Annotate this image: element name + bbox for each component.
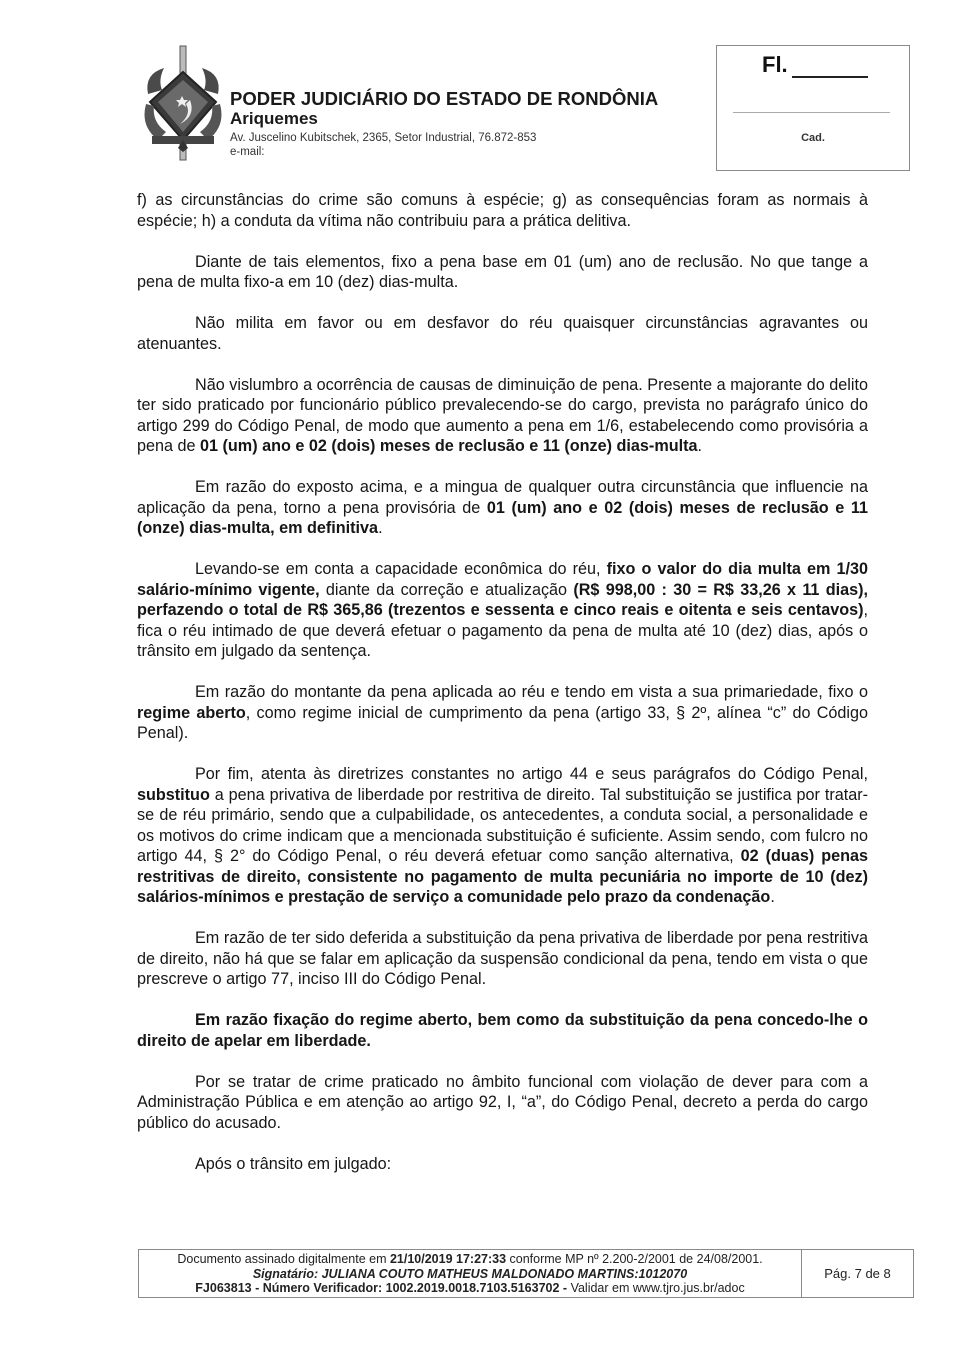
text-span: Em razão do exposto acima, e a mingua de qualquer outra circunstância que influencie na aplicação da pena, torno a pena provisória de [137,478,868,517]
paragraph-loss-of-office: Por se tratar de crime praticado no âmbito funcional com violação de dever para com a Administração Pública e em atenção ao artigo 92, I, “a”, do Código Penal, decreto a perda do cargo público do acusado. [137,1072,868,1132]
court-title: PODER JUDICIÁRIO DO ESTADO DE RONDÔNIA [230,88,659,109]
bold-span: 01 (um) ano e 02 (dois) meses de reclusão e 11 (onze) dias-multa [200,437,698,455]
text-span: , fica o réu intimado de que deverá efetuar o pagamento da pena de multa até 10 (dez) dias, após o trânsito em julgado da sentença. [137,601,868,660]
verifier-number: FJ063813 - Número Verificador: 1002.2019.0018.7103.5163702 - [195,1281,571,1295]
bold-span: 02 (duas) penas restritivas de direito, consistente no pagamento de multa pecuniária no importe de 10 (dez) salários-mínimos e prestação de serviço a comunidade pelo prazo da condenação [137,847,868,906]
document-header [138,44,698,164]
text-span: . [378,519,383,537]
paragraph-definitive-penalty [137,477,868,539]
bold-span: Em razão fixação do regime aberto, bem como da substituição da pena concedo-lhe o direito de apelar em liberdade. [137,1011,868,1050]
folio-label: Fl. [762,52,788,77]
text-span: Documento assinado digitalmente em [177,1252,390,1266]
folio-box [716,45,910,171]
text-span: , como regime inicial de cumprimento da pena (artigo 33, § 2º, alínea “c” do Código Penal). [137,703,868,742]
paragraph-after-judgment: Após o trânsito em julgado: [195,1154,392,1173]
paragraph-aggravating: Não milita em favor ou em desfavor do réu quaisquer circunstâncias agravantes ou atenuantes. [137,314,868,353]
signature-timestamp: 21/10/2019 17:27:33 [389,1252,507,1266]
paragraph-regime [137,682,868,744]
text-span: a pena privativa de liberdade por restritiva de direito. Tal substituição se justifica por tratar-se de réu primário, sendo que a culpabilidade, os antecedentes, a conduta social, a personalidade e os motivos do crime indicam que a mencionada substituição é suficiente. Assim sendo, com fulcro no artigo 44, § 2° do Código Penal, o réu deverá efetuar como sanção alternativa, [137,785,868,865]
rondonia-coat-of-arms-icon [138,44,228,162]
cad-label: Cad. [801,132,825,144]
signature-date-line [139,1252,801,1267]
bold-span: fixo o valor do dia multa em 1/30 salário-mínimo vigente, [137,560,868,599]
signature-footer [138,1249,914,1298]
paragraph-fine-value [137,559,868,662]
paragraph-circumstances: f) as circunstâncias do crime são comuns à espécie; g) as consequências foram as normais à espécie; h) a conduta da vítima não contribuiu para a prática delitiva. [137,191,868,230]
paragraph-appeal [137,1010,868,1051]
bold-span: (R$ 998,00 : 30 = R$ 33,26 x 11 dias), perfazendo o total de R$ 365,86 (trezentos e sessenta e cinco reais e oitenta e seis centavos) [137,580,868,619]
text-span: . [770,888,775,906]
text-span: . [697,437,702,455]
text-span: Levando-se em conta a capacidade econômica do réu, [195,560,607,578]
text-span: conforme MP nº 2.200-2/2001 de 24/08/2001. [506,1252,763,1266]
court-city: Ariquemes [230,109,318,128]
text-span: diante da correção e atualização [319,580,574,599]
text-span: Em razão do montante da pena aplicada ao réu e tendo em vista a sua primariedade, fixo o [195,683,868,701]
folio-number-line [792,76,868,78]
bold-span: regime aberto [137,703,246,722]
bold-span: 01 (um) ano e 02 (dois) meses de reclusão e 11 (onze) dias-multa, em definitiva [137,498,868,537]
validation-link[interactable]: Validar em www.tjro.jus.br/adoc [570,1281,745,1295]
court-address: Av. Juscelino Kubitschek, 2365, Setor Industrial, 76.872-853 [230,132,537,144]
paragraph-suspension: Em razão de ter sido deferida a substituição da pena privativa de liberdade por pena restritiva de direito, não há que se falar em aplicação da suspensão condicional da pena, tendo em vista o que prescreve o artigo 77, inciso III do Código Penal. [137,929,868,988]
text-span: Não vislumbro a ocorrência de causas de diminuição de pena. Presente a majorante do delito ter sido praticado por funcionário público prevalecendo-se do cargo, prevista no parágrafo único do artigo 299 do Código Penal, de modo que aumento a pena em 1/6, estabelecendo como provisória a pena de [137,375,868,455]
paragraph-provisional-penalty [137,375,868,457]
signature-info [139,1250,802,1297]
document-body [137,190,868,1195]
page-number: Pág. 7 de 8 [824,1266,891,1281]
paragraph-base-penalty: Diante de tais elementos, fixo a pena base em 01 (um) ano de reclusão. No que tange a pena de multa fixo-a em 10 (dez) dias-multa. [137,252,868,291]
text-span: Por fim, atenta às diretrizes constantes no artigo 44 e seus parágrafos do Código Penal, [195,765,868,783]
bold-span: substituo [137,785,210,804]
signatory-line: Signatário: JULIANA COUTO MATHEUS MALDONADO MARTINS:1012070 [252,1266,688,1281]
paragraph-substitution [137,764,868,908]
verifier-line [139,1281,801,1296]
court-email-label: e-mail: [230,146,265,158]
cad-signature-line [733,112,890,113]
